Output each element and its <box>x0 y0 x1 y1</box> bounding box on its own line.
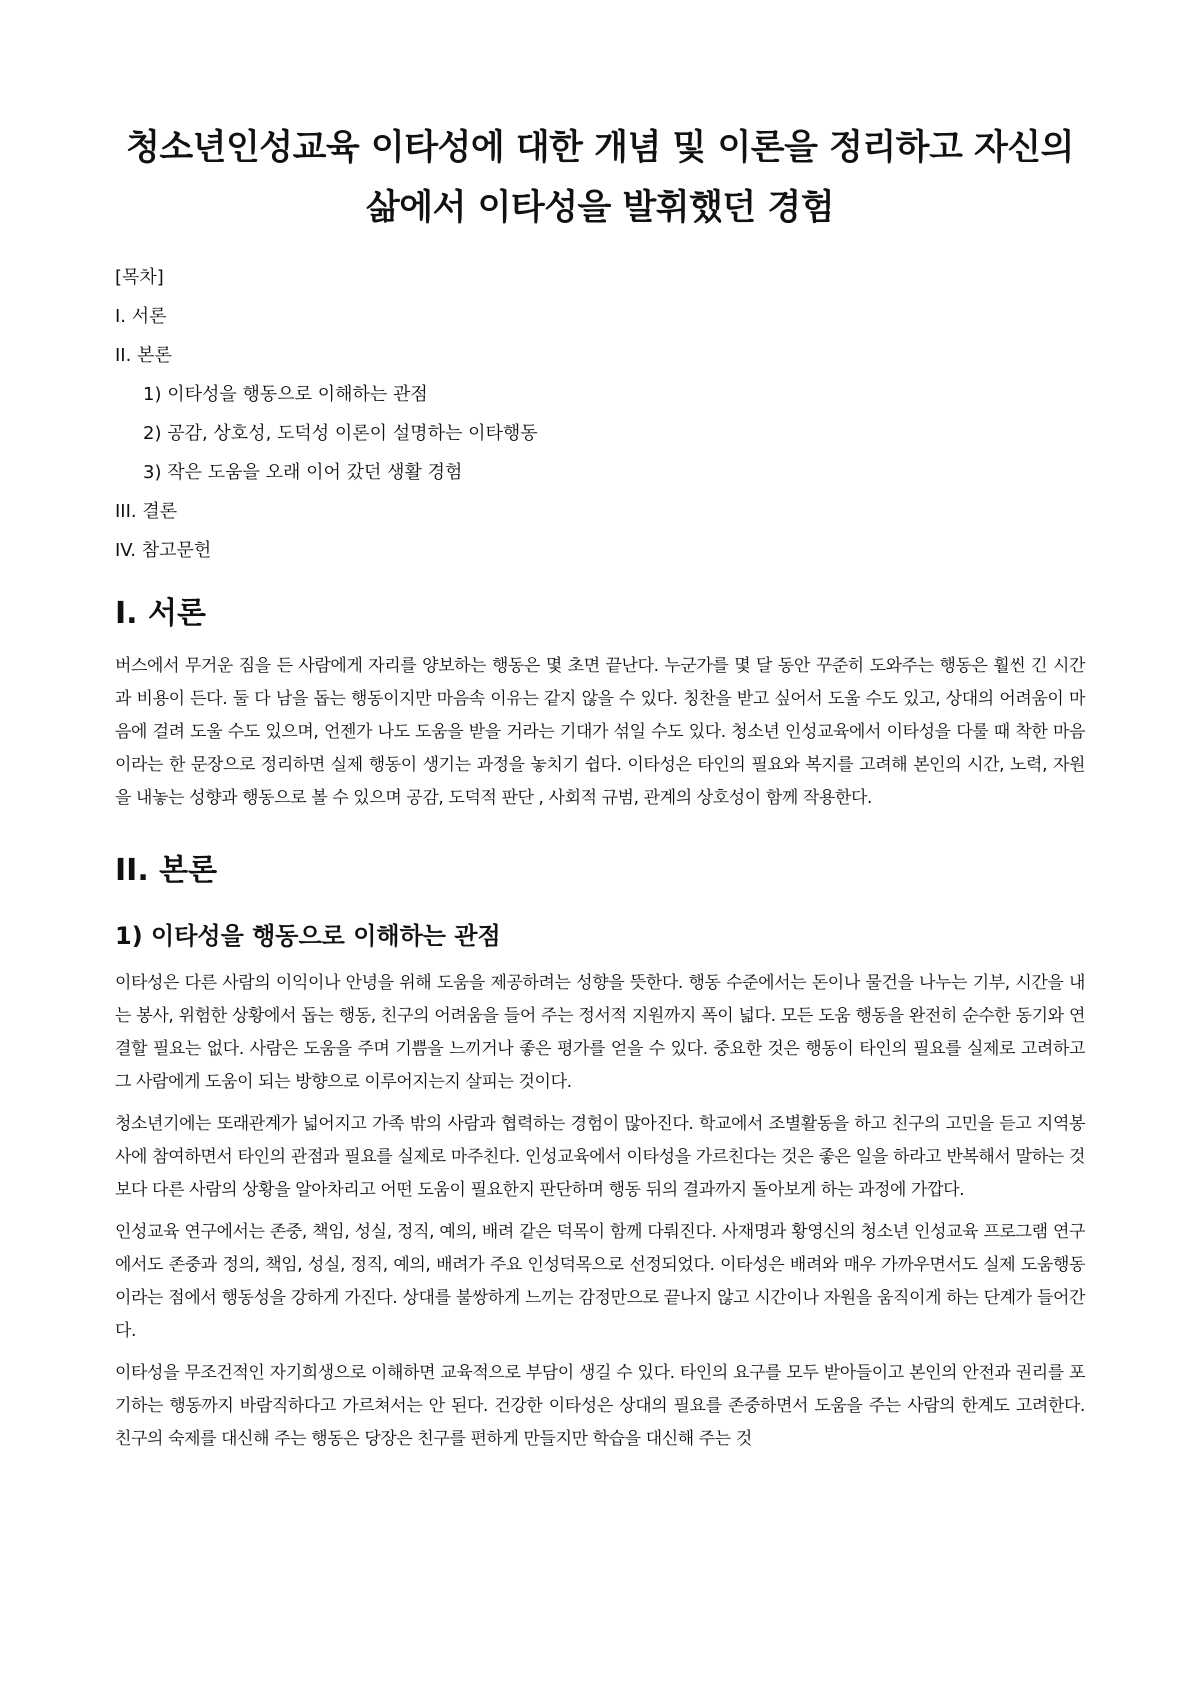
toc-heading: [목차] <box>115 267 164 288</box>
body-section <box>115 851 1085 1456</box>
table-of-contents <box>115 258 1085 570</box>
toc-item-intro: I. 서론 <box>115 306 167 327</box>
body-paragraph: 청소년기에는 또래관계가 넓어지고 가족 밖의 사람과 협력하는 경험이 많아진다. 학교에서 조별활동을 하고 친구의 고민을 듣고 지역봉사에 참여하면서 타인의 관점과 필요를 실제로 마주친다. 인성교육에서 이타성을 가르친다는 것은 좋은 일을 하라고 반복해서 말하는 것보다 다른 사람의 상황을 알아차리고 어떤 도움이 필요한지 판단하며 행동 뒤의 결과까지 돌아보게 하는 과정에 가깝다. <box>115 1114 1085 1200</box>
toc-item-body: II. 본론 <box>115 345 172 366</box>
toc-item-conclusion: III. 결론 <box>115 501 178 522</box>
title-line: 삶에서 이타성을 발휘했던 경험 <box>365 188 835 228</box>
intro-heading: I. 서론 <box>115 596 206 631</box>
body-paragraph: 이타성을 무조건적인 자기희생으로 이해하면 교육적으로 부담이 생길 수 있다. 타인의 요구를 모두 받아들이고 본인의 안전과 권리를 포기하는 행동까지 바람직하다고 가르쳐서는 안 된다. 건강한 이타성은 상대의 필요를 존중하면서 도움을 주는 사람의 한계도 고려한다. 친구의 숙제를 대신해 주는 행동은 당장은 친구를 편하게 만들지만 학습을 대신해 주는 것 <box>115 1363 1085 1449</box>
intro-paragraph: 버스에서 무거운 짐을 든 사람에게 자리를 양보하는 행동은 몇 초면 끝난다. 누군가를 몇 달 동안 꾸준히 도와주는 행동은 훨씬 긴 시간과 비용이 든다. 둘 다 남을 돕는 행동이지만 마음속 이유는 같지 않을 수 있다. 칭찬을 받고 싶어서 도울 수도 있고, 상대의 어려움이 마음에 걸려 도울 수도 있으며, 언젠가 나도 도움을 받을 거라는 기대가 섞일 수도 있다. 청소년 인성교육에서 이타성을 다룰 때 착한 마음이라는 한 문장으로 정리하면 실제 행동이 생기는 과정을 놓치기 쉽다. 이타성은 타인의 필요와 복지를 고려해 본인의 시간, 노력, 자원을 내놓는 성향과 행동으로 볼 수 있으며 공감, 도덕적 판단 , 사회적 규범, 관계의 상호성이 함께 작용한다. <box>115 656 1085 808</box>
title-line: 청소년인성교육 이타성에 대한 개념 및 이론을 정리하고 자신의 <box>126 128 1074 168</box>
toc-item-body-sub2: 2) 공감, 상호성, 도덕성 이론이 설명하는 이타행동 <box>143 423 538 444</box>
body-subsection-1 <box>115 919 1085 1456</box>
intro-section <box>115 594 1085 815</box>
body-heading: II. 본론 <box>115 853 218 888</box>
body-paragraph: 이타성은 다른 사람의 이익이나 안녕을 위해 도움을 제공하려는 성향을 뜻한다. 행동 수준에서는 돈이나 물건을 나누는 기부, 시간을 내는 봉사, 위험한 상황에서 돕는 행동, 친구의 어려움을 들어 주는 정서적 지원까지 폭이 넓다. 모든 도움 행동을 완전히 순수한 동기와 연결할 필요는 없다. 사람은 도움을 주며 기쁨을 느끼거나 좋은 평가를 얻을 수 있다. 중요한 것은 행동이 타인의 필요를 실제로 고려하고 그 사람에게 도움이 되는 방향으로 이루어지는지 살피는 것이다. <box>115 973 1085 1092</box>
document-title <box>115 118 1085 238</box>
subsection-heading: 1) 이타성을 행동으로 이해하는 관점 <box>115 922 501 950</box>
toc-item-body-sub3: 3) 작은 도움을 오래 이어 갔던 생활 경험 <box>143 462 463 483</box>
toc-item-references: IV. 참고문헌 <box>115 540 212 561</box>
toc-item-body-sub1: 1) 이타성을 행동으로 이해하는 관점 <box>143 384 428 405</box>
body-paragraph: 인성교육 연구에서는 존중, 책임, 성실, 정직, 예의, 배려 같은 덕목이 함께 다뤄진다. 사재명과 황영신의 청소년 인성교육 프로그램 연구에서도 존중과 정의, 책임, 성실, 정직, 예의, 배려가 주요 인성덕목으로 선정되었다. 이타성은 배려와 매우 가까우면서도 실제 도움행동이라는 점에서 행동성을 강하게 가진다. 상대를 불쌍하게 느끼는 감정만으로 끝나지 않고 시간이나 자원을 움직이게 하는 단계가 들어간다. <box>115 1222 1085 1341</box>
